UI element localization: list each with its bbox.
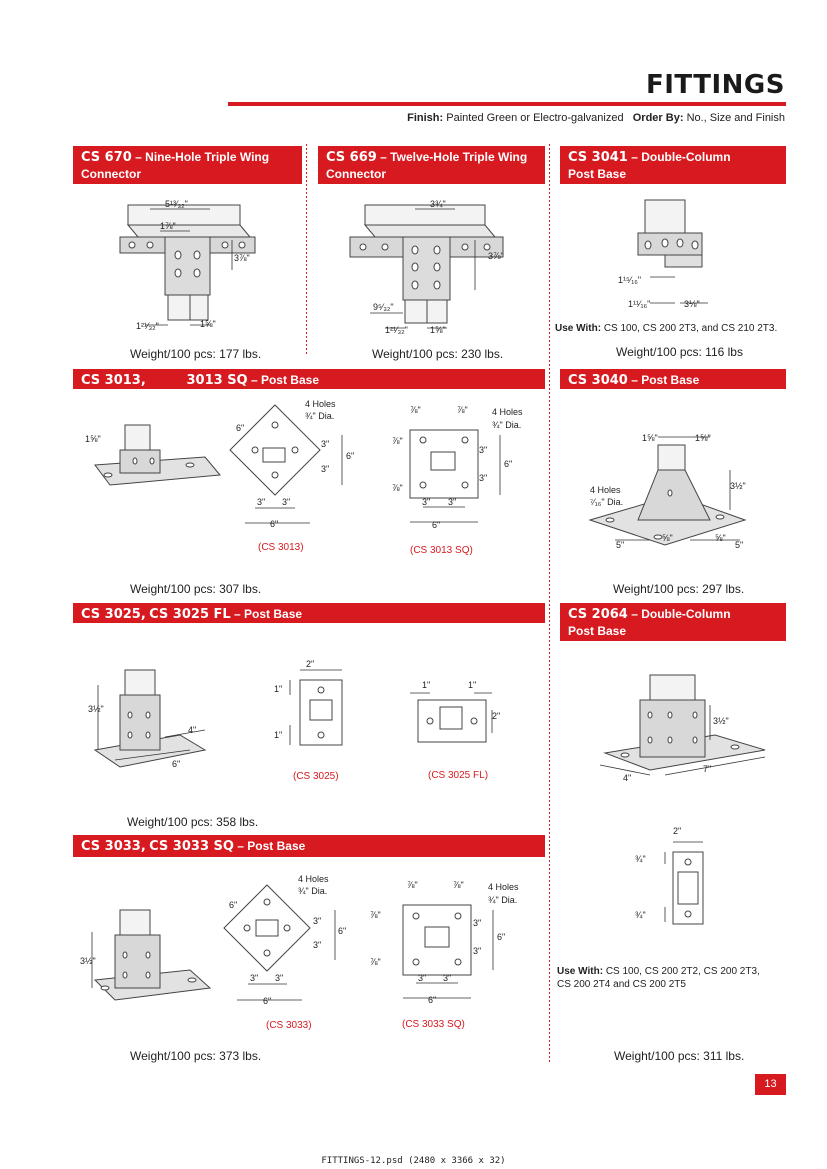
dim-label: 1" (422, 680, 431, 690)
use-with-value: CS 100, CS 200 2T3, and CS 210 2T3. (603, 323, 778, 334)
dim-label: 6" (229, 900, 238, 910)
dim-label: 3" (275, 973, 284, 983)
figure-caption: (CS 3013) (258, 542, 304, 553)
product-name-line2: Post Base (568, 624, 627, 638)
figure-caption: (CS 3033) (266, 1020, 312, 1031)
dim-label: 1²¹⁄₃₂" (136, 321, 159, 331)
cs669-drawing (345, 195, 520, 340)
dim-label: 4 Holes (590, 485, 621, 495)
cs3033-drawing (80, 870, 550, 1030)
figure-caption: (CS 3033 SQ) (402, 1019, 465, 1030)
dim-label: 3" (479, 445, 488, 455)
dim-label: ¾" Dia. (492, 420, 522, 430)
dim-label: 1⅝" (200, 319, 216, 329)
product-name-line2: Connector (326, 167, 386, 181)
product-name: – Twelve-Hole Triple Wing (380, 150, 528, 164)
dim-label: ¾" Dia. (298, 886, 328, 896)
column-divider-1 (306, 144, 307, 354)
dim-label: 4 Holes (492, 407, 523, 417)
dim-label: ⅞" (392, 436, 403, 446)
dim-label: ⅞" (407, 880, 418, 890)
dim-label: 6" (504, 459, 513, 469)
use-with-label: Use With: (557, 966, 604, 977)
dim-label: ⅞" (457, 405, 468, 415)
product-code: CS 3025, (81, 607, 146, 622)
dim-label: 3" (418, 973, 427, 983)
dim-label: ⅞" (410, 405, 421, 415)
dim-label: 3" (473, 946, 482, 956)
dim-label: 4" (623, 773, 632, 783)
dim-label: ⅝" (662, 533, 673, 543)
dim-label: ⅞" (392, 483, 403, 493)
product-name: – Double-Column (631, 150, 731, 164)
dim-label: 6" (172, 759, 181, 769)
product-name: – Double-Column (631, 607, 731, 621)
dim-label: 1⅝" (642, 433, 658, 443)
dim-label: 3" (313, 940, 322, 950)
dim-label: 3" (257, 497, 266, 507)
dim-label: 3½" (88, 704, 104, 714)
dim-label: ¾" (635, 854, 646, 864)
dim-label: 1¹⁵⁄₁₆" (618, 275, 642, 285)
cs2064-drawing (595, 665, 785, 790)
order-label: Order By: (632, 112, 684, 124)
product-code-fl: CS 3025 FL (149, 607, 231, 622)
dim-label: 6" (346, 451, 355, 461)
use-with-cs2064 (557, 965, 760, 991)
dim-label: 2" (673, 826, 682, 836)
dim-label: 1" (468, 680, 477, 690)
product-name: – Nine-Hole Triple Wing (135, 150, 270, 164)
file-footer: FITTINGS-12.psd (2480 x 3366 x 32) (321, 1156, 506, 1166)
cs3040-drawing (570, 425, 785, 555)
dim-label: ¾" Dia. (488, 895, 518, 905)
order-value: No., Size and Finish (686, 112, 785, 124)
dim-label: ⅝" (715, 533, 726, 543)
dim-label: 3" (473, 918, 482, 928)
product-code: CS 3033, (81, 839, 146, 854)
dim-label: 3" (422, 497, 431, 507)
product-name: – Post Base (237, 839, 306, 853)
dim-label: 1²¹⁄₃₂" (385, 325, 408, 335)
finish-order-line (407, 112, 785, 124)
product-code-sq: CS 3033 SQ (149, 839, 234, 854)
dim-label: ⅞" (370, 910, 381, 920)
product-name-line2: Connector (81, 167, 141, 181)
dim-label: 1⅝" (695, 433, 711, 443)
dim-label: 6" (432, 520, 441, 530)
product-code: CS 3013, (81, 373, 146, 388)
product-code: CS 3041 (568, 150, 628, 165)
dim-label: 1¹¹⁄₁₆" (628, 299, 651, 309)
product-banner-cs3013 (73, 369, 545, 389)
product-banner-cs670 (73, 146, 302, 184)
dim-label: 1⅞" (160, 221, 176, 231)
dim-label: 1" (274, 684, 283, 694)
dim-label: 2" (492, 711, 501, 721)
dim-label: ¾" Dia. (305, 411, 335, 421)
product-banner-cs669 (318, 146, 545, 184)
dim-label: 4" (188, 725, 197, 735)
dim-label: 1⅝" (430, 325, 446, 335)
dim-label: 6" (263, 996, 272, 1006)
product-banner-cs3025 (73, 603, 545, 623)
dim-label: 3" (448, 497, 457, 507)
product-banner-cs3040 (560, 369, 786, 389)
dim-label: 6" (236, 423, 245, 433)
dim-label: ¾" (635, 910, 646, 920)
dim-label: 1" (274, 730, 283, 740)
cs2064-plan-drawing (635, 822, 725, 932)
dim-label: ⅞" (370, 957, 381, 967)
dim-label: 3½" (713, 716, 729, 726)
product-weight: Weight/100 pcs: 177 lbs. (130, 347, 262, 361)
dim-label: 4 Holes (488, 882, 519, 892)
product-weight: Weight/100 pcs: 311 lbs. (614, 1049, 745, 1063)
product-code: CS 669 (326, 150, 377, 165)
product-weight: Weight/100 pcs: 358 lbs. (127, 815, 259, 829)
dim-label: 9⁵⁄₃₂" (373, 302, 394, 312)
dim-label: 5¹³⁄₃₂" (165, 199, 188, 209)
product-name-line2: Post Base (568, 167, 627, 181)
finish-label: Finish: (407, 112, 444, 124)
dim-label: 2" (306, 659, 315, 669)
dim-label: 6" (428, 995, 437, 1005)
figure-caption: (CS 3013 SQ) (410, 545, 473, 556)
product-weight: Weight/100 pcs: 116 lbs (616, 345, 743, 359)
dim-label: 6" (497, 932, 506, 942)
figure-caption: (CS 3025 FL) (428, 770, 489, 781)
dim-label: 3" (479, 473, 488, 483)
cs670-drawing (110, 195, 270, 335)
product-name: – Post Base (631, 373, 700, 387)
dim-label: 3" (313, 916, 322, 926)
product-banner-cs3033 (73, 835, 545, 857)
use-with-label: Use With: (555, 323, 602, 334)
use-with-value: CS 100, CS 200 2T2, CS 200 2T3, (605, 966, 760, 977)
dim-label: 3⅛" (684, 299, 700, 309)
dim-label: 4 Holes (305, 399, 336, 409)
cs3041-drawing (610, 195, 730, 315)
cs3013-drawing (80, 395, 550, 555)
dim-label: 5" (616, 540, 625, 550)
use-with-cs3041 (555, 322, 777, 335)
dim-label: 3" (250, 973, 259, 983)
product-name: – Post Base (250, 373, 319, 387)
product-name: – Post Base (234, 607, 303, 621)
use-with-value-line2: CS 200 2T4 and CS 200 2T5 (557, 979, 686, 990)
page-title: FITTINGS (645, 70, 785, 100)
product-code: CS 670 (81, 150, 132, 165)
figure-caption: (CS 3025) (293, 771, 339, 782)
product-banner-cs2064 (560, 603, 786, 641)
dim-label: 3" (443, 973, 452, 983)
dim-label: 7" (703, 764, 712, 774)
dim-label: 3½" (730, 481, 746, 491)
dim-label: 1⅝" (85, 434, 101, 444)
product-weight: Weight/100 pcs: 230 lbs. (372, 347, 504, 361)
dim-label: 3⅞" (488, 251, 504, 261)
product-weight: Weight/100 pcs: 297 lbs. (613, 582, 745, 596)
title-rule (228, 102, 786, 106)
product-code-sq: 3013 SQ (186, 373, 248, 388)
page-number: 13 (755, 1074, 786, 1095)
finish-value: Painted Green or Electro-galvanized (446, 112, 624, 124)
product-code: CS 3040 (568, 373, 628, 388)
dim-label: 3" (321, 464, 330, 474)
cs3025-drawing (80, 655, 520, 775)
product-code: CS 2064 (568, 607, 628, 622)
product-weight: Weight/100 pcs: 373 lbs. (130, 1049, 262, 1063)
dim-label: 6" (270, 519, 279, 529)
dim-label: 3¾" (430, 199, 446, 209)
dim-label: 4 Holes (298, 874, 329, 884)
dim-label: 3" (282, 497, 291, 507)
dim-label: 3" (321, 439, 330, 449)
dim-label: ⅞" (453, 880, 464, 890)
dim-label: ⁷⁄₁₆" Dia. (590, 497, 624, 507)
dim-label: 5" (735, 540, 744, 550)
product-weight: Weight/100 pcs: 307 lbs. (130, 582, 262, 596)
dim-label: 6" (338, 926, 347, 936)
dim-label: 3½" (80, 956, 96, 966)
product-banner-cs3041 (560, 146, 786, 184)
dim-label: 3⅞" (234, 253, 250, 263)
